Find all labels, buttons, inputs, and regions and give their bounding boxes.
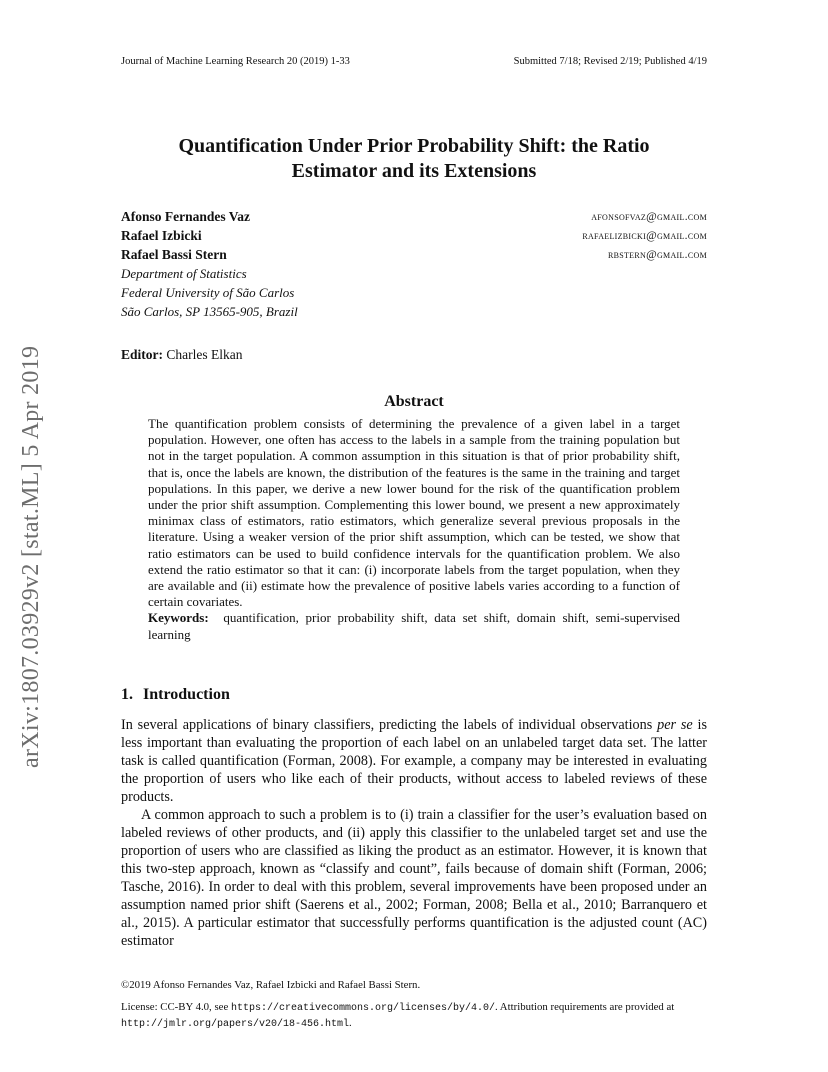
editor-name: Charles Elkan (166, 347, 243, 362)
editor-label: Editor: (121, 347, 163, 362)
paper-link[interactable]: http://jmlr.org/papers/v20/18-456.html (121, 1019, 350, 1030)
author-name: Rafael Izbicki (121, 227, 202, 243)
author-email[interactable]: afonsofvaz@gmail.com (591, 210, 707, 223)
section-number: 1. (121, 686, 133, 703)
author-row (121, 207, 707, 226)
copyright-notice: ©2019 Afonso Fernandes Vaz, Rafael Izbicki and Rafael Bassi Stern. (121, 979, 421, 991)
keywords-list: quantification, prior probability shift, data set shift, domain shift, semi-supervised learning (148, 610, 681, 642)
author-email[interactable]: rbstern@gmail.com (607, 248, 707, 261)
license-text: . (349, 1017, 352, 1029)
author-block (121, 207, 707, 321)
section-heading (121, 686, 230, 704)
keywords-line (148, 610, 680, 642)
author-email[interactable]: rafaelizbicki@gmail.com (582, 229, 707, 242)
license-text: . Attribution requirements are provided at (495, 1001, 675, 1013)
paper-title (121, 134, 707, 184)
license-text: License: CC-BY 4.0, see (121, 1001, 231, 1013)
affiliation-address: São Carlos, SP 13565-905, Brazil (121, 304, 298, 319)
abstract-body (148, 416, 680, 643)
author-name: Rafael Bassi Stern (121, 246, 227, 262)
affiliation-university: Federal University of São Carlos (121, 285, 295, 300)
title-line-1: Quantification Under Prior Probability Shift: the Ratio (178, 135, 650, 157)
arxiv-identifier-stamp: arXiv:1807.03929v2 [stat.ML] 5 Apr 2019 (18, 345, 44, 768)
paragraph (121, 716, 707, 806)
affiliation-department: Department of Statistics (121, 266, 247, 281)
author-name: Afonso Fernandes Vaz (121, 208, 251, 224)
copyright-footer (121, 978, 707, 1032)
license-link[interactable]: https://creativecommons.org/licenses/by/4.0/ (230, 1003, 495, 1014)
paragraph-text: In several applications of binary classifiers, predicting the labels of individual observations (121, 717, 658, 733)
title-line-2: Estimator and its Extensions (291, 160, 537, 182)
running-header (121, 56, 707, 67)
license-notice (121, 1000, 707, 1032)
author-row (121, 245, 707, 264)
paragraph: A common approach to such a problem is to (i) train a classifier for the user’s evaluation based on labeled reviews of other products, and (ii) apply this classifier to the unlabeled target set and use the proportion of users who are classified as liking the product as an estimator. However, it is known that this two-step approach, known as “classify and count”, fails because of domain shift (Forman, 2006; Tasche, 2016). In order to deal with this problem, several improvements have been proposed under an assumption named prior shift (Saerens et al., 2002; Forman, 2008; Bella et al., 2010; Barranquero et al., 2015). A particular estimator that successfully performs quantification is the adjusted count (AC) estimator (121, 807, 707, 949)
publication-dates: Submitted 7/18; Revised 2/19; Published 4/19 (513, 56, 707, 67)
journal-citation: Journal of Machine Learning Research 20 (2019) 1-33 (121, 56, 350, 67)
editor-line (121, 347, 242, 363)
abstract-text: The quantification problem consists of determining the prevalence of a given label in a target population. However, one often has access to the labels in a sample from the training population but not in the target population. A common assumption in this situation is that of prior probability shift, that is, once the labels are known, the distribution of the features is the same in the training and target populations. In this paper, we derive a new lower bound for the risk of the quantification problem under the prior shift assumption. Complementing this lower bound, we present a new approximately minimax class of estimators, ratio estimators, which generalize several previous proposals in the literature. Using a weaker version of the prior shift assumption, which can be tested, we show that ratio estimators can be used to build confidence intervals for the quantification problem. We also extend the ratio estimator so that it can: (i) incorporate labels from the target population, when they are available and (ii) estimate how the prevalence of positive labels varies according to a function of certain covariates. (148, 416, 680, 610)
introduction-body (121, 716, 707, 950)
section-title: Introduction (143, 686, 230, 703)
paragraph-text: is less important than evaluating the proportion of each label on an unlabeled target data set. The latter task is called quantification (Forman, 2008). For example, a company may be interested in evaluating the proportion of users who like each of their products, without access to labeled reviews of these products. (121, 717, 707, 805)
emphasis-text: per se (657, 717, 693, 733)
abstract-heading: Abstract (384, 393, 444, 410)
keywords-label: Keywords: (148, 610, 209, 626)
author-row (121, 226, 707, 245)
